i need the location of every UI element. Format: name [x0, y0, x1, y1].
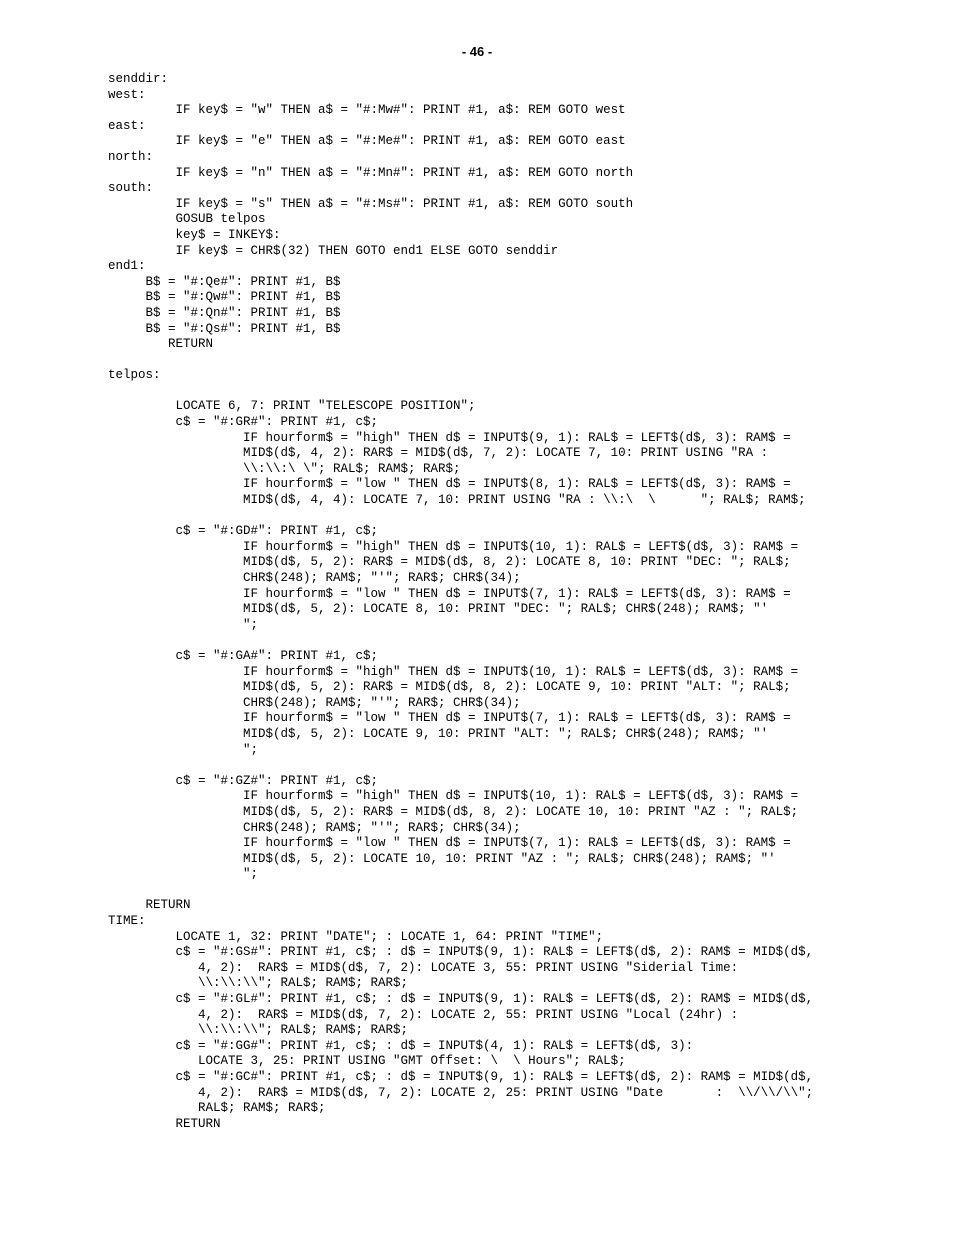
code-line: RETURN [108, 1116, 221, 1131]
code-line: IF key$ = "e" THEN a$ = "#:Me#": PRINT #1, a$: REM GOTO east [108, 134, 626, 149]
code-line: east: [108, 118, 146, 133]
code-line: 4, 2): RAR$ = MID$(d$, 7, 2): LOCATE 3, 55: PRINT USING "Siderial Time: [108, 960, 739, 975]
code-line: B$ = "#:Qe#": PRINT #1, B$ [108, 274, 341, 289]
code-line: IF key$ = "w" THEN a$ = "#:Mw#": PRINT #1, a$: REM GOTO west [108, 103, 626, 118]
code-line: CHR$(248); RAM$; "'"; RAR$; CHR$(34); [108, 695, 521, 710]
code-line: IF hourform$ = "low " THEN d$ = INPUT$(7, 1): RAL$ = LEFT$(d$, 3): RAM$ = [108, 711, 791, 726]
code-line: north: [108, 149, 154, 164]
code-line: RETURN [108, 337, 214, 352]
code-listing [108, 72, 813, 1132]
code-line [108, 633, 813, 649]
code-line: c$ = "#:GZ#": PRINT #1, c$; [108, 773, 379, 788]
code-line: 4, 2): RAR$ = MID$(d$, 7, 2): LOCATE 2, 25: PRINT USING "Date : \\/\\/\\"; [108, 1085, 814, 1100]
code-line: RETURN [108, 898, 191, 913]
code-line [108, 384, 813, 400]
code-line: MID$(d$, 5, 2): RAR$ = MID$(d$, 8, 2): LOCATE 9, 10: PRINT "ALT: "; RAL$; [108, 680, 791, 695]
code-line: c$ = "#:GG#": PRINT #1, c$; : d$ = INPUT$(4, 1): RAL$ = LEFT$(d$, 3): [108, 1038, 694, 1053]
code-line: c$ = "#:GR#": PRINT #1, c$; [108, 415, 379, 430]
code-line: c$ = "#:GA#": PRINT #1, c$; [108, 648, 379, 663]
code-line [108, 509, 813, 525]
code-line: IF hourform$ = "low " THEN d$ = INPUT$(7, 1): RAL$ = LEFT$(d$, 3): RAM$ = [108, 836, 791, 851]
code-line: telpos: [108, 368, 161, 383]
code-line: MID$(d$, 4, 4): LOCATE 7, 10: PRINT USING "RA : \\:\ \ "; RAL$; RAM$; [108, 493, 806, 508]
code-line: IF hourform$ = "high" THEN d$ = INPUT$(10, 1): RAL$ = LEFT$(d$, 3): RAM$ = [108, 539, 799, 554]
code-line [108, 353, 813, 369]
code-line: c$ = "#:GD#": PRINT #1, c$; [108, 524, 379, 539]
code-line: c$ = "#:GS#": PRINT #1, c$; : d$ = INPUT$(9, 1): RAL$ = LEFT$(d$, 2): RAM$ = MID$(d$, [108, 945, 814, 960]
code-line: B$ = "#:Qw#": PRINT #1, B$ [108, 290, 341, 305]
code-line: IF key$ = "n" THEN a$ = "#:Mn#": PRINT #1, a$: REM GOTO north [108, 165, 634, 180]
code-line: GOSUB telpos [108, 212, 266, 227]
code-line: south: [108, 181, 154, 196]
page-number: - 46 - [461, 44, 493, 59]
code-line: MID$(d$, 4, 2): RAR$ = MID$(d$, 7, 2): LOCATE 7, 10: PRINT USING "RA : [108, 446, 769, 461]
code-line: c$ = "#:GC#": PRINT #1, c$; : d$ = INPUT$(9, 1): RAL$ = LEFT$(d$, 2): RAM$ = MID$(d$, [108, 1070, 814, 1084]
code-line: end1: [108, 259, 146, 274]
code-line: MID$(d$, 5, 2): RAR$ = MID$(d$, 8, 2): LOCATE 10, 10: PRINT "AZ : "; RAL$; [108, 804, 799, 819]
code-line: IF hourform$ = "low " THEN d$ = INPUT$(7, 1): RAL$ = LEFT$(d$, 3): RAM$ = [108, 586, 791, 601]
code-line [108, 758, 813, 774]
code-line: MID$(d$, 5, 2): LOCATE 9, 10: PRINT "ALT: "; RAL$; CHR$(248); RAM$; "' [108, 726, 769, 741]
code-line: TIME: [108, 914, 146, 929]
code-line: IF hourform$ = "high" THEN d$ = INPUT$(9, 1): RAL$ = LEFT$(d$, 3): RAM$ = [108, 430, 791, 445]
code-line: \\:\\:\\"; RAL$; RAM$; RAR$; [108, 1023, 409, 1038]
code-line: 4, 2): RAR$ = MID$(d$, 7, 2): LOCATE 2, 55: PRINT USING "Local (24hr) : [108, 1007, 739, 1022]
code-line: \\:\\:\\"; RAL$; RAM$; RAR$; [108, 976, 409, 991]
code-line: LOCATE 1, 32: PRINT "DATE"; : LOCATE 1, 64: PRINT "TIME"; [108, 929, 604, 944]
code-line: CHR$(248); RAM$; "'"; RAR$; CHR$(34); [108, 571, 521, 585]
code-line: IF hourform$ = "high" THEN d$ = INPUT$(10, 1): RAL$ = LEFT$(d$, 3): RAM$ = [108, 789, 799, 804]
code-line: MID$(d$, 5, 2): LOCATE 8, 10: PRINT "DEC: "; RAL$; CHR$(248); RAM$; "' [108, 602, 769, 617]
code-line: B$ = "#:Qs#": PRINT #1, B$ [108, 321, 341, 336]
code-line: LOCATE 3, 25: PRINT USING "GMT Offset: \ \ Hours"; RAL$; [108, 1054, 626, 1069]
code-line: "; [108, 617, 259, 632]
code-line: RAL$; RAM$; RAR$; [108, 1101, 326, 1116]
code-line: MID$(d$, 5, 2): LOCATE 10, 10: PRINT "AZ : "; RAL$; CHR$(248); RAM$; "' [108, 851, 776, 866]
code-line: c$ = "#:GL#": PRINT #1, c$; : d$ = INPUT$(9, 1): RAL$ = LEFT$(d$, 2): RAM$ = MID$(d$, [108, 992, 814, 1007]
code-line: "; [108, 742, 259, 757]
code-line: CHR$(248); RAM$; "'"; RAR$; CHR$(34); [108, 820, 521, 835]
code-line: IF hourform$ = "low " THEN d$ = INPUT$(8, 1): RAL$ = LEFT$(d$, 3): RAM$ = [108, 477, 791, 492]
code-line: LOCATE 6, 7: PRINT "TELESCOPE POSITION"; [108, 399, 476, 414]
code-line: MID$(d$, 5, 2): RAR$ = MID$(d$, 8, 2): LOCATE 8, 10: PRINT "DEC: "; RAL$; [108, 555, 791, 570]
code-line: B$ = "#:Qn#": PRINT #1, B$ [108, 305, 341, 320]
code-line: senddir: [108, 72, 169, 86]
code-line: IF key$ = CHR$(32) THEN GOTO end1 ELSE GOTO senddir [108, 243, 559, 258]
code-line: \\:\\:\ \"; RAL$; RAM$; RAR$; [108, 461, 461, 476]
code-line: key$ = INKEY$: [108, 227, 281, 242]
code-line: "; [108, 867, 259, 882]
code-line [108, 883, 813, 899]
code-line: IF hourform$ = "high" THEN d$ = INPUT$(10, 1): RAL$ = LEFT$(d$, 3): RAM$ = [108, 664, 799, 679]
code-line: IF key$ = "s" THEN a$ = "#:Ms#": PRINT #1, a$: REM GOTO south [108, 196, 634, 211]
code-line: west: [108, 87, 146, 102]
